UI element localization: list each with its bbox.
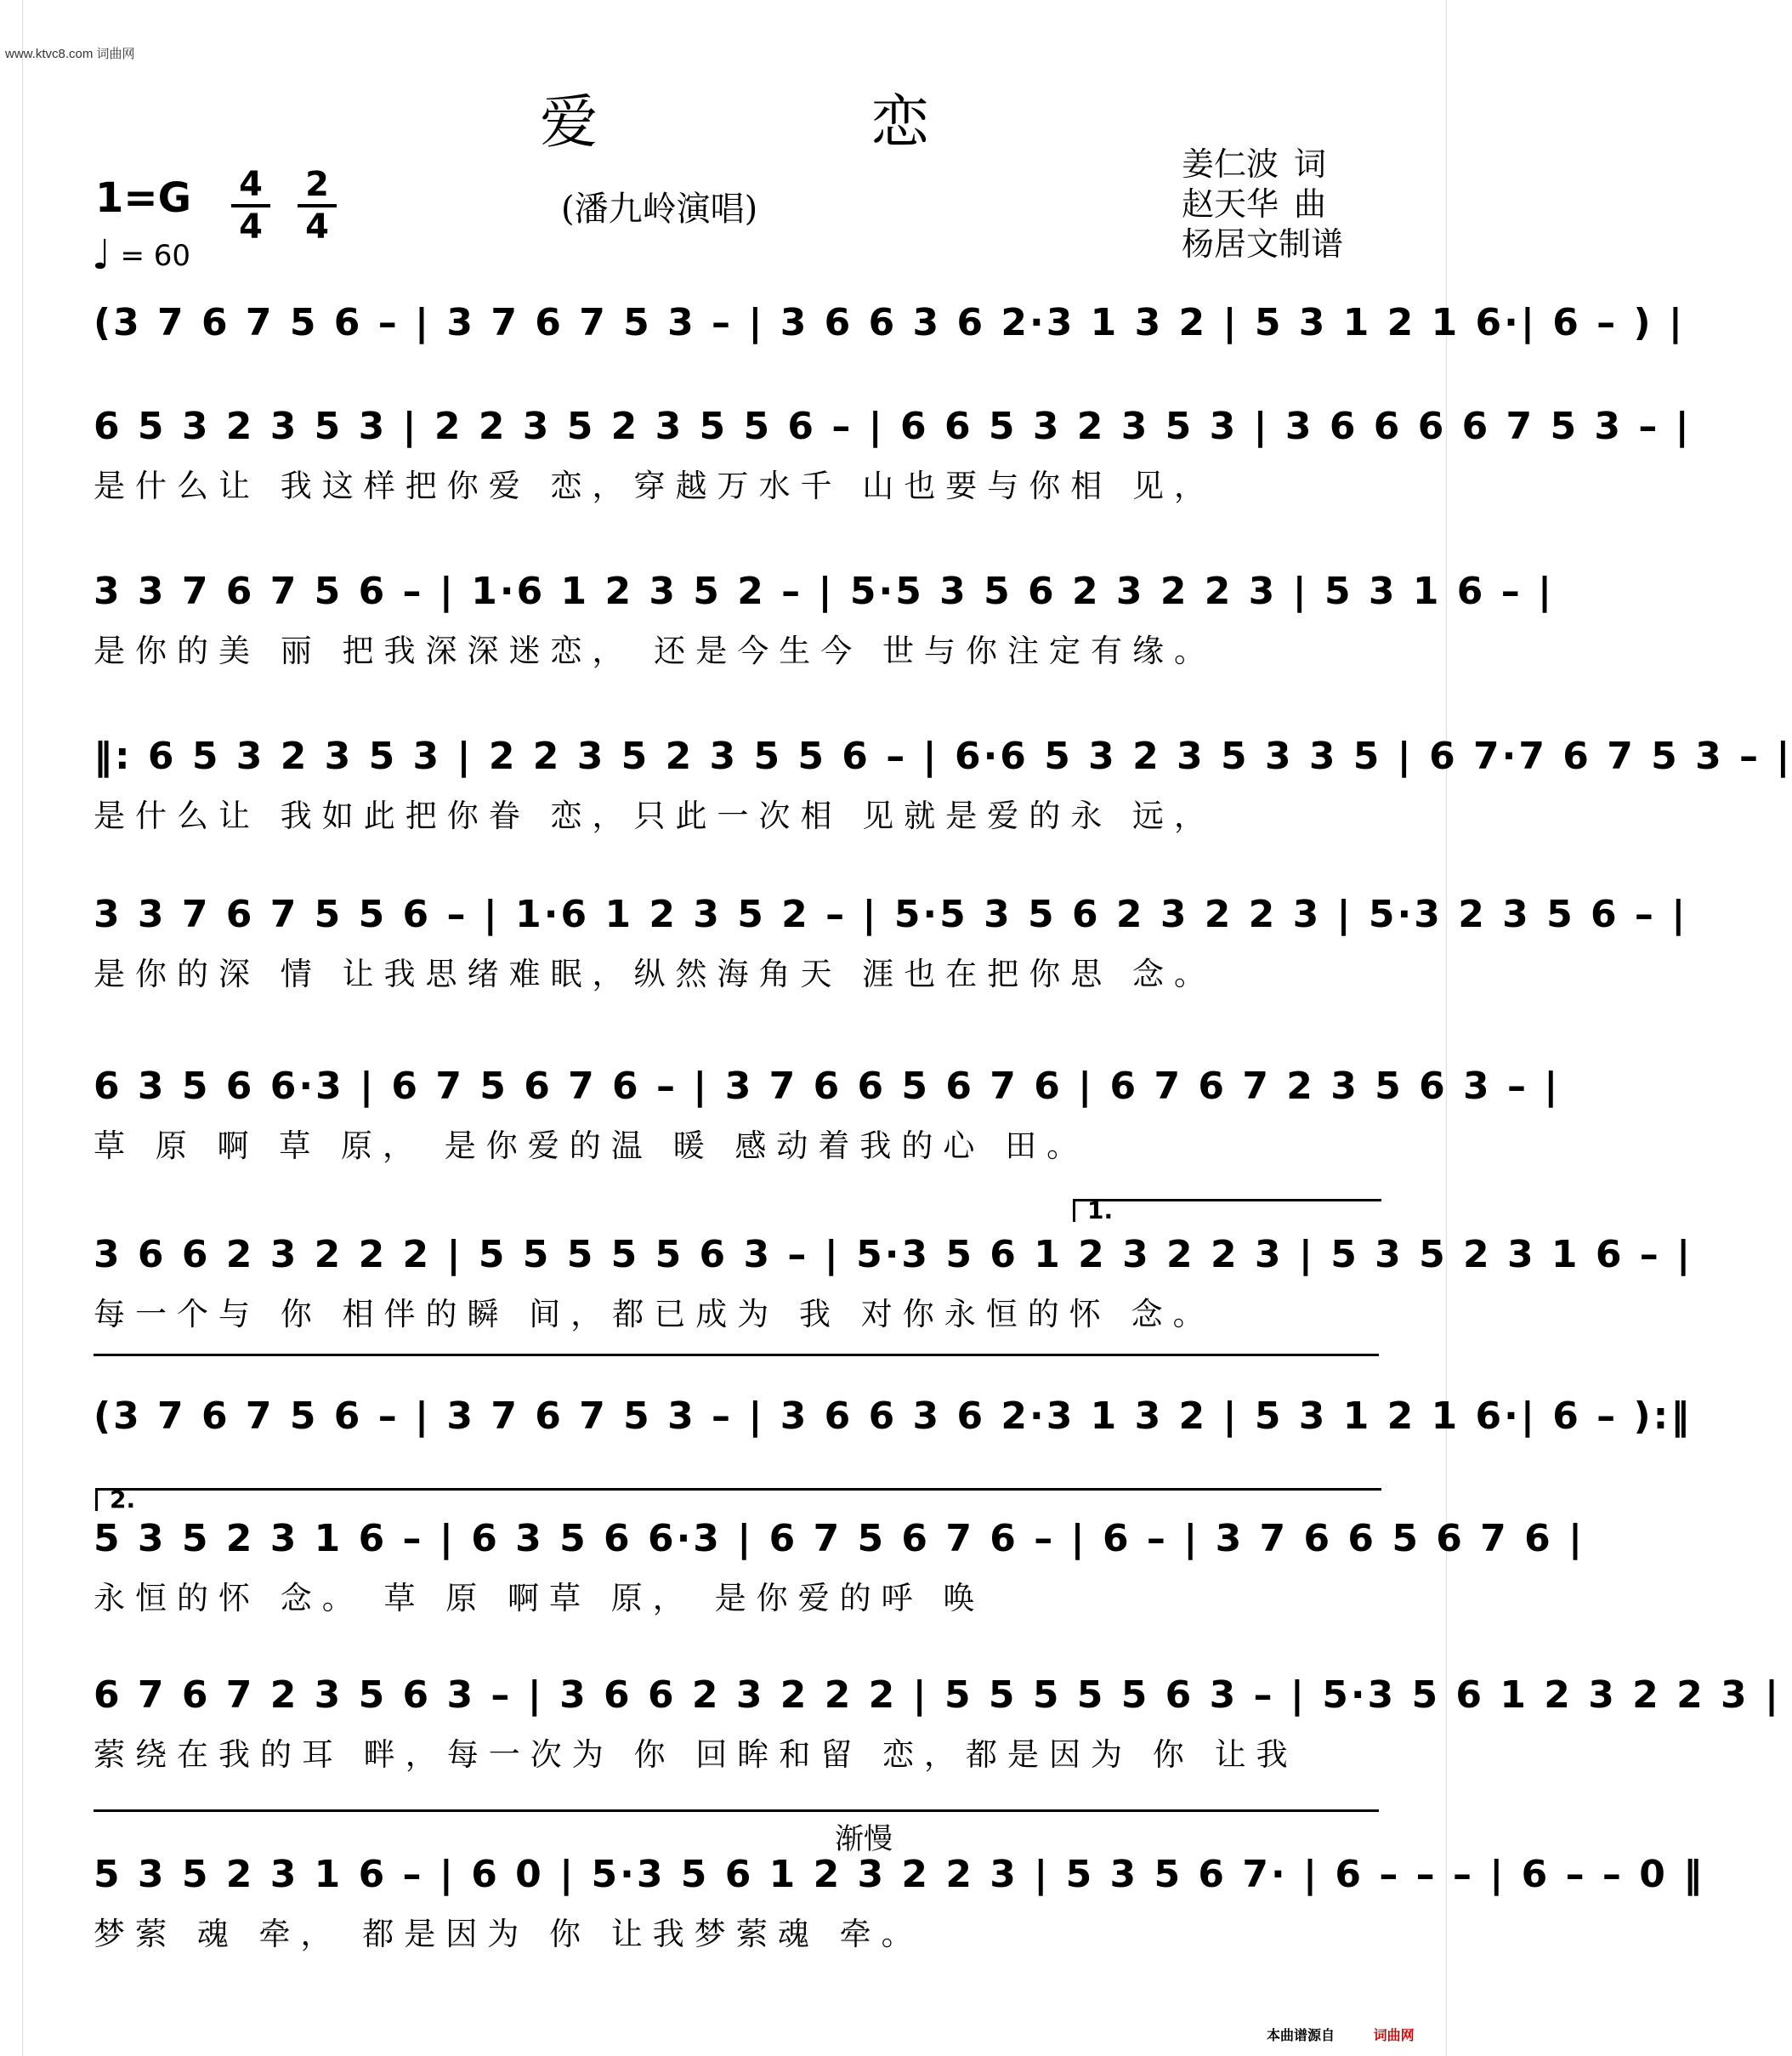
lyric-line: 是你的美 丽 把我深深迷恋， 还是今生今 世与你注定有缘。 [94,633,1216,669]
lyric-line: 永恒的怀 念。 草 原 啊草 原， 是你爱的呼 唤 [94,1580,985,1616]
time-signature-1 [231,167,270,245]
section-divider [94,1354,1379,1356]
tempo-ritardando: 渐慢 [835,1822,893,1856]
time-signature-2 [298,167,337,245]
notation-line: 6 3 5 6 6·3 | 6 7 5 6 7 6 – | 3 7 6 6 5 6 7 6 | 6 7 6 7 2 3 5 6 3 – | [94,1065,1561,1108]
notation-line: 5 3 5 2 3 1 6 – | 6 0 | 5·3 5 6 1 2 3 2 2 3 | 5 3 5 6 7· | 6 – – – | 6 – – 0 ‖ [94,1853,1705,1896]
lyric-line: 是你的深 情 让我思绪难眠，纵然海角天 涯也在把你思 念。 [94,956,1216,992]
section-divider [94,1809,1379,1812]
meter-numerator: 4 [239,165,263,204]
notation-line: (3 7 6 7 5 6 – | 3 7 6 7 5 3 – | 3 6 6 3 6 2·3 1 3 2 | 5 3 1 2 1 6·| 6 – ) | [94,301,1685,344]
score-system-2 [94,401,1692,510]
score-system-1 [94,298,1685,349]
notation-line: (3 7 6 7 5 6 – | 3 7 6 7 5 3 – | 3 6 6 3 6 2·3 1 3 2 | 5 3 1 2 1 6·| 6 – ):‖ [94,1394,1693,1438]
score-system-5 [94,889,1688,998]
score-system-4 [94,731,1792,840]
second-ending-bracket: 2. [95,1488,1381,1511]
meter-denominator: 4 [239,207,263,247]
tempo-value: = 60 [120,239,191,273]
notation-line: 6 7 6 7 2 3 5 6 3 – | 3 6 6 2 3 2 2 2 | 5 5 5 5 5 6 3 – | 5·3 5 6 1 2 3 2 2 3 | [94,1673,1782,1717]
lyric-line: 萦绕在我的耳 畔，每一次为 你 回眸和留 恋，都是因为 你 让我 [94,1736,1298,1773]
lyric-line: 梦萦 魂 牵， 都是因为 你 让我梦萦魂 牵。 [94,1916,923,1952]
credit-composer: 赵天华 曲 [1182,185,1327,223]
left-margin-strip [0,0,23,2056]
notation-line: ‖: 6 5 3 2 3 5 3 | 2 2 3 5 2 3 5 5 6 – | 6·6 5 3 2 3 5 3 3 5 | 6 7·7 6 7 5 3 – | [94,735,1792,778]
lyric-line: 每一个与 你 相伴的瞬 间，都已成为 我 对你永恒的怀 念。 [94,1296,1215,1332]
footer-source: 本曲谱源自 [1267,2027,1335,2043]
score-system-11 [94,1849,1705,1958]
score-system-3 [94,566,1555,675]
quarter-note-icon: ♩ [92,231,111,279]
notation-line: 6 5 3 2 3 5 3 | 2 2 3 5 2 3 5 5 6 – | 6 6 5 3 2 3 5 3 | 3 6 6 6 6 7 5 3 – | [94,405,1692,448]
key-signature: 1=G [95,174,192,222]
score-system-8 [94,1391,1693,1442]
credits [1182,145,1358,264]
meter-denominator: 4 [305,207,329,247]
score-system-6 [94,1061,1561,1170]
lyric-line: 是什么让 我这样把你爱 恋，穿越万水千 山也要与你相 见， [94,468,1216,504]
first-ending-bracket: 1. [1073,1199,1381,1222]
watermark: www.ktvc8.com 词曲网 [5,47,135,61]
lyric-line: 草 原 啊 草 原， 是你爱的温 暖 感动着我的心 田。 [94,1127,1089,1164]
notation-line: 3 6 6 2 3 2 2 2 | 5 5 5 5 5 6 3 – | 5·3 5 6 1 2 3 2 2 3 | 5 3 5 2 3 1 6 – | [94,1233,1693,1276]
notation-line: 5 3 5 2 3 1 6 – | 6 3 5 6 6·3 | 6 7 5 6 7 6 – | 6 – | 3 7 6 6 5 6 7 6 | [94,1517,1585,1560]
lyric-line: 是什么让 我如此把你眷 恋，只此一次相 见就是爱的永 远， [94,798,1216,834]
meter-numerator: 2 [305,165,329,204]
credit-transcriber: 杨居文制谱 [1182,225,1344,263]
page-footer [1267,2025,1415,2044]
notation-line: 3 3 7 6 7 5 5 6 – | 1·6 1 2 3 5 2 – | 5·5 3 5 6 2 3 2 2 3 | 5·3 2 3 5 6 – | [94,893,1688,936]
song-title: 爱 恋 [540,89,1057,156]
credit-lyricist: 姜仁波 词 [1182,145,1327,183]
footer-site-link[interactable]: 词曲网 [1373,2027,1415,2043]
performer-subtitle: (潘九岭演唱) [561,190,758,229]
score-system-7 [94,1230,1693,1338]
notation-line: 3 3 7 6 7 5 6 – | 1·6 1 2 3 5 2 – | 5·5 3 5 6 2 3 2 2 3 | 5 3 1 6 – | [94,570,1555,613]
score-system-9 [94,1514,1585,1622]
score-system-10 [94,1670,1782,1779]
tempo-marking [92,231,190,279]
